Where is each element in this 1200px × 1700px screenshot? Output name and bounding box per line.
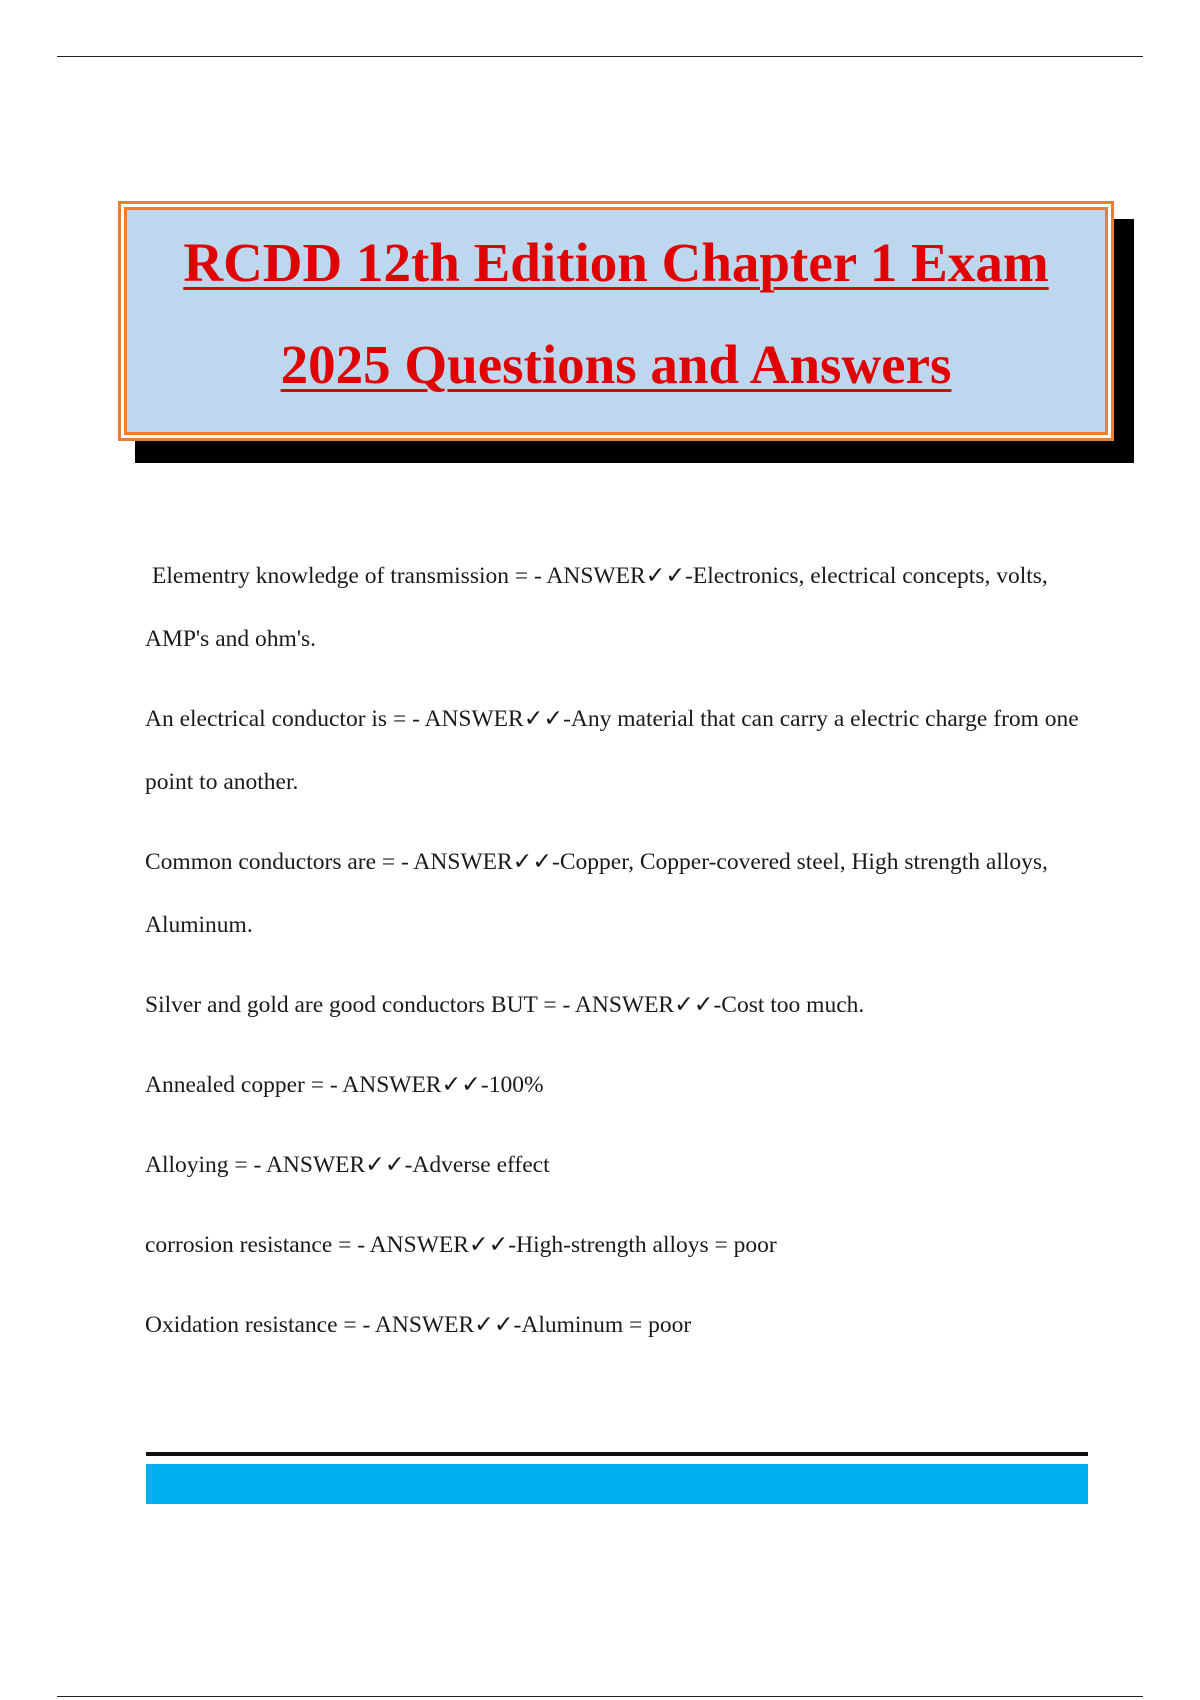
footer-rule — [146, 1452, 1088, 1456]
qa-item: Oxidation resistance = - ANSWER✓✓-Aluminum = poor — [145, 1312, 692, 1338]
footer-band — [146, 1464, 1088, 1504]
qa-item: Elementry knowledge of transmission = - ANSWER✓✓-Electronics, electrical concepts, volts, AMP's and ohm's. — [145, 563, 1048, 652]
qa-item: Silver and gold are good conductors BUT = - ANSWER✓✓-Cost too much. — [145, 992, 865, 1018]
qa-item: corrosion resistance = - ANSWER✓✓-High-strength alloys = poor — [145, 1232, 777, 1258]
title-line-2: 2025 Questions and Answers — [280, 334, 952, 395]
title-box — [118, 201, 1114, 441]
qa-item: An electrical conductor is = - ANSWER✓✓-Any material that can carry a electric charge from one point to another. — [145, 706, 1079, 795]
qa-list — [145, 545, 1095, 1374]
qa-item: Common conductors are = - ANSWER✓✓-Copper, Copper-covered steel, High strength alloys, Aluminum. — [145, 849, 1048, 938]
top-rule — [57, 56, 1143, 57]
qa-item: Annealed copper = - ANSWER✓✓-100% — [145, 1072, 544, 1098]
title-line-1: RCDD 12th Edition Chapter 1 Exam — [183, 232, 1049, 293]
qa-item: Alloying = - ANSWER✓✓-Adverse effect — [145, 1152, 550, 1178]
bottom-rule — [57, 1696, 1143, 1697]
